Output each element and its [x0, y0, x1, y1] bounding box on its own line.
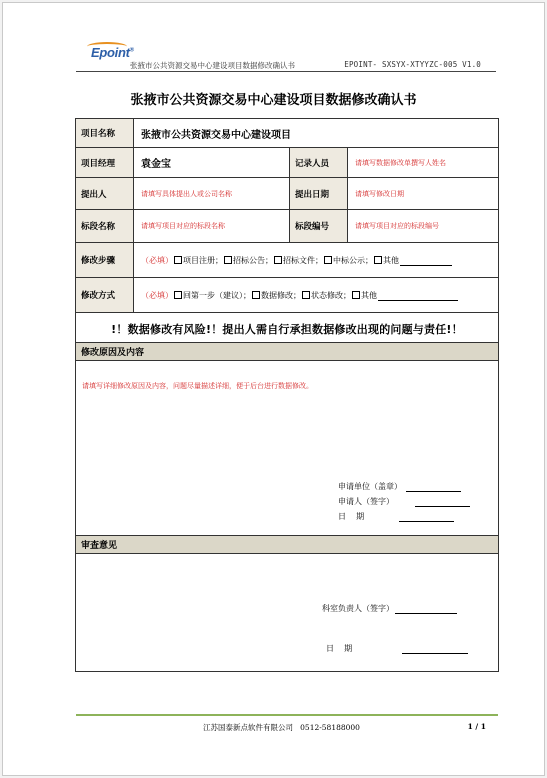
- project-name-value[interactable]: 张掖市公共资源交易中心建设项目: [141, 129, 291, 141]
- checkbox-status-modify[interactable]: [302, 291, 310, 299]
- document-title: 张掖市公共资源交易中心建设项目数据修改确认书: [130, 93, 417, 108]
- apply-unit-blank[interactable]: [406, 483, 461, 492]
- recorder-value[interactable]: 请填写数据修改单撰写人姓名: [355, 158, 446, 167]
- checkbox-tender-notice[interactable]: [224, 256, 232, 264]
- other-method-blank[interactable]: [378, 292, 458, 301]
- review-date-line: [326, 643, 468, 654]
- applicant-line: [338, 496, 470, 507]
- reason-date-blank[interactable]: [399, 513, 454, 522]
- label-section-code: 标段编号: [290, 210, 348, 242]
- document-page: [2, 2, 545, 776]
- option-label: 回第一步（建议）；: [183, 290, 251, 300]
- project-manager-value[interactable]: 袁金宝: [134, 148, 290, 177]
- row-project-name: [76, 119, 498, 148]
- checkbox-award-notice[interactable]: [324, 256, 332, 264]
- checkbox-project-register[interactable]: [174, 256, 182, 264]
- applicant-label: 申请人（签字）: [338, 497, 394, 506]
- apply-unit-line: [338, 481, 461, 492]
- header-doc-name: 张掖市公共资源交易中心建设项目数据修改确认书: [130, 61, 295, 70]
- dept-head-line: [322, 603, 457, 614]
- dept-head-blank[interactable]: [395, 605, 457, 614]
- option-label: 数据修改；: [261, 290, 301, 300]
- row-proposer: [76, 178, 498, 210]
- epoint-logo: Epoint®: [91, 45, 134, 60]
- option-label: 项目注册；: [183, 255, 223, 265]
- modify-step-options: [134, 243, 498, 277]
- review-heading: 审查意见: [76, 535, 498, 554]
- checkbox-other-step[interactable]: [374, 256, 382, 264]
- footer-rule: [76, 714, 498, 716]
- section-name-value[interactable]: 请填写项目对应的标段名称: [134, 210, 290, 242]
- reason-note[interactable]: 请填写详细修改原因及内容，问题尽量描述详细，便于后台进行数据修改。: [82, 382, 313, 390]
- reason-date-line: [338, 511, 454, 522]
- label-section-name: 标段名称: [76, 210, 134, 242]
- option-label: 招标公告；: [233, 255, 273, 265]
- option-label: 状态修改；: [311, 290, 351, 300]
- reason-date-label: 日 期: [338, 512, 365, 521]
- checkbox-back-first-step[interactable]: [174, 291, 182, 299]
- risk-warning: !！数据修改有风险!！提出人需自行承担数据修改出现的问题与责任!！: [111, 323, 463, 336]
- label-project-manager: 项目经理: [76, 148, 134, 177]
- section-code-value[interactable]: 请填写项目对应的标段编号: [355, 222, 439, 230]
- label-propose-date: 提出日期: [290, 178, 348, 209]
- required-tag: （必填）: [141, 290, 173, 300]
- option-label: 其他: [383, 255, 399, 265]
- header-doc-code: EPOINT- SXSYX-XTYYZC-005 V1.0: [344, 60, 481, 69]
- row-manager: [76, 148, 498, 178]
- applicant-blank[interactable]: [415, 498, 470, 507]
- dept-head-label: 科室负责人（签字）: [322, 604, 394, 613]
- apply-unit-label: 申请单位（盖章）: [338, 482, 402, 491]
- checkbox-data-modify[interactable]: [252, 291, 260, 299]
- row-modify-method: [76, 278, 498, 313]
- modify-method-options: [134, 278, 498, 312]
- checkbox-tender-file[interactable]: [274, 256, 282, 264]
- header-rule: [76, 71, 496, 72]
- row-section: [76, 210, 498, 243]
- review-date-blank[interactable]: [402, 645, 468, 654]
- row-modify-step: [76, 243, 498, 278]
- other-step-blank[interactable]: [400, 257, 452, 266]
- label-project-name: 项目名称: [76, 119, 134, 147]
- reason-heading: 修改原因及内容: [76, 342, 498, 361]
- review-date-label: 日 期: [326, 644, 353, 653]
- label-modify-method: 修改方式: [76, 278, 134, 312]
- option-label: 中标公示；: [333, 255, 373, 265]
- proposer-value[interactable]: 请填写具体提出人或公司名称: [134, 178, 290, 209]
- propose-date-value[interactable]: 请填写修改日期: [355, 189, 404, 198]
- option-label: 其他: [361, 290, 377, 300]
- page-number: 1 / 1: [467, 722, 486, 731]
- required-tag: （必填）: [141, 255, 173, 265]
- label-proposer: 提出人: [76, 178, 134, 209]
- label-modify-step: 修改步骤: [76, 243, 134, 277]
- footer-company: 江苏国泰新点软件有限公司 0512-58188000: [203, 723, 360, 732]
- checkbox-other-method[interactable]: [352, 291, 360, 299]
- confirmation-form: [75, 118, 499, 672]
- label-recorder: 记录人员: [290, 148, 348, 177]
- option-label: 招标文件；: [283, 255, 323, 265]
